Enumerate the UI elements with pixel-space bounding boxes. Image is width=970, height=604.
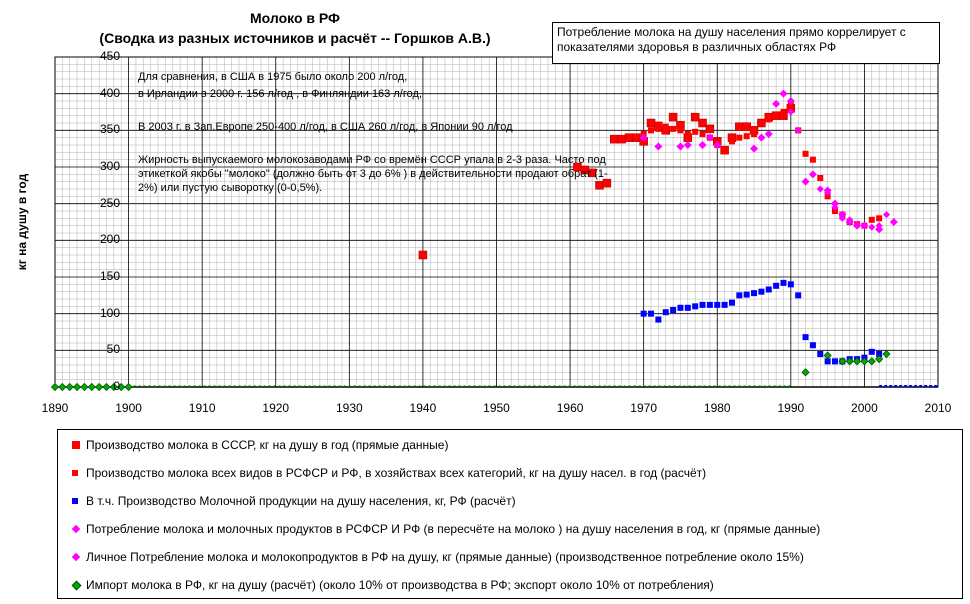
- marker-rsfsr-production: [736, 135, 742, 141]
- legend-label: Потребление молока и молочных продуктов в РСФСР И РФ (в пересчёте на молоко ) на душу населения в год, кг (прямые данные): [86, 522, 821, 536]
- marker-rsfsr-production: [803, 151, 809, 157]
- marker-rsfsr-production: [766, 116, 772, 122]
- legend-item-import: [86, 578, 714, 592]
- marker-ussr-production: [669, 113, 677, 121]
- marker-dairy-production: [685, 305, 691, 311]
- marker-dairy-production: [736, 292, 742, 298]
- marker-dairy-production: [641, 311, 647, 317]
- marker-rsfsr-production: [729, 138, 735, 144]
- marker-ussr-production: [618, 135, 626, 143]
- annotation-comparison-2: в Ирландии в 2000 г. 156 л/год , в Финляндии 163 л/год,: [138, 88, 422, 100]
- x-tick-label: 1990: [777, 401, 805, 415]
- marker-ussr-production: [691, 113, 699, 121]
- marker-dairy-production: [707, 302, 713, 308]
- marker-dairy-production: [670, 307, 676, 313]
- y-tick-label: 250: [99, 195, 120, 210]
- marker-rsfsr-production: [773, 113, 779, 119]
- marker-rsfsr-production: [751, 131, 757, 137]
- marker-dairy-production: [648, 311, 654, 317]
- marker-rsfsr-production: [780, 109, 786, 115]
- marker-dairy-production: [780, 280, 786, 286]
- marker-ussr-production: [743, 123, 751, 131]
- x-tick-label: 1970: [630, 401, 657, 415]
- marker-ussr-production: [735, 123, 743, 131]
- legend-item-personal-consumption: [86, 550, 804, 564]
- marker-dairy-production: [692, 303, 698, 309]
- marker-rsfsr-production: [677, 127, 683, 133]
- legend-label: Производство молока в СССР, кг на душу в год (прямые данные): [86, 438, 449, 452]
- marker-rsfsr-production: [744, 133, 750, 139]
- annotation-comparison-3: В 2003 г. в Зап.Европе 250-400 л/год, в США 260 л/год, в Японии 90 л/год: [138, 121, 513, 133]
- marker-rsfsr-production: [670, 126, 676, 132]
- y-tick-label: 300: [99, 159, 120, 173]
- marker-ussr-production: [610, 135, 618, 143]
- y-tick-label: 400: [99, 85, 120, 100]
- marker-ussr-production: [625, 134, 633, 142]
- marker-dairy-production: [744, 292, 750, 298]
- legend-item-rsfsr-production: [86, 466, 706, 480]
- marker-dairy-production: [773, 283, 779, 289]
- note-box: Потребление молока на душу населения прямо коррелирует с показателями здоровья в различных областях РФ: [552, 22, 940, 64]
- legend-marker: [72, 470, 78, 476]
- chart-subtitle: (Сводка из разных источников и расчёт -- Горшков А.В.): [99, 30, 491, 46]
- marker-ussr-production: [632, 134, 640, 142]
- marker-dairy-production: [758, 289, 764, 295]
- marker-rsfsr-production: [663, 124, 669, 130]
- y-tick-label: 50: [106, 342, 120, 357]
- marker-rsfsr-production: [810, 157, 816, 163]
- marker-rsfsr-production: [722, 147, 728, 153]
- marker-dairy-production: [677, 305, 683, 311]
- legend-label: Производство молока всех видов в РСФСР и РФ, в хозяйствах всех категорий, кг на душу насел. в год (расчёт): [86, 466, 707, 480]
- legend-item-ussr-production: [86, 438, 448, 452]
- marker-ussr-production: [706, 125, 714, 133]
- legend: [57, 429, 963, 599]
- x-tick-label: 1920: [262, 401, 290, 415]
- marker-rsfsr-production: [869, 217, 875, 223]
- legend-marker: [72, 553, 80, 561]
- x-tick-label: 1930: [335, 401, 363, 415]
- y-tick-label: 150: [99, 269, 120, 283]
- x-tick-label: 1960: [556, 401, 584, 415]
- y-tick-label: 450: [99, 49, 120, 63]
- x-tick-label: 1940: [409, 401, 437, 415]
- marker-dairy-production: [795, 292, 801, 298]
- marker-dairy-production: [722, 302, 728, 308]
- marker-rsfsr-production: [876, 215, 882, 221]
- marker-ussr-production: [647, 119, 655, 127]
- marker-dairy-production: [729, 300, 735, 306]
- marker-dairy-production: [832, 358, 838, 364]
- marker-dairy-production: [766, 286, 772, 292]
- legend-label: Личное Потребление молока и молокопродуктов в РФ на душу, кг (прямые данные) (производственное потребление около 15%): [86, 550, 804, 564]
- x-tick-label: 1910: [188, 401, 216, 415]
- x-tick-label: 1900: [115, 401, 142, 415]
- marker-rsfsr-production: [655, 126, 661, 132]
- marker-dairy-production: [700, 302, 706, 308]
- y-tick-label: 200: [99, 232, 120, 247]
- legend-marker: [72, 525, 80, 533]
- marker-ussr-production: [419, 251, 427, 259]
- marker-dairy-production: [788, 281, 794, 287]
- x-tick-label: 2000: [851, 401, 878, 415]
- legend-marker: [72, 441, 80, 449]
- marker-dairy-production: [869, 349, 875, 355]
- x-tick-label: 2010: [924, 401, 952, 415]
- y-axis-label: кг на душу в год: [15, 173, 29, 271]
- marker-rsfsr-production: [817, 175, 823, 181]
- y-tick-label: 0: [113, 379, 120, 393]
- marker-rsfsr-production: [692, 129, 698, 135]
- marker-dairy-production: [810, 342, 816, 348]
- legend-marker: [72, 498, 78, 504]
- x-tick-label: 1890: [41, 401, 69, 415]
- marker-rsfsr-production: [685, 131, 691, 137]
- marker-rsfsr-production: [758, 120, 764, 126]
- annotation-comparison-1: Для сравнения, в США в 1975 было около 200 л/год,: [138, 71, 408, 83]
- marker-dairy-production: [655, 317, 661, 323]
- legend-item-consumption: [86, 522, 820, 536]
- marker-ussr-production: [699, 119, 707, 127]
- marker-dairy-production: [803, 334, 809, 340]
- legend-item-dairy-production: [86, 494, 516, 508]
- legend-label: Импорт молока в РФ, кг на душу (расчёт) (около 10% от производства в РФ; экспорт около 10% от потребления): [86, 578, 714, 592]
- annotation-fat-content: Жирность выпускаемого молокозаводами РФ со времён СССР упала в 2-3 раза. Часто под этикеткой якобы "молоко" (должно быть от 3 до 6% ) в действительности продают обрат (1-2%) или пустую сыворотку (0-0,5%).: [138, 154, 608, 194]
- x-tick-label: 1950: [483, 401, 510, 415]
- marker-rsfsr-production: [700, 131, 706, 137]
- marker-dairy-production: [663, 309, 669, 315]
- marker-dairy-production: [751, 290, 757, 296]
- chart-title: Молоко в РФ: [250, 10, 340, 26]
- marker-dairy-production: [817, 351, 823, 357]
- legend-marker: [72, 581, 82, 591]
- legend-label: В т.ч. Производство Молочной продукции на душу населения, кг, РФ (расчёт): [86, 494, 516, 508]
- marker-dairy-production: [714, 302, 720, 308]
- x-tick-label: 1980: [703, 401, 731, 415]
- y-tick-label: 350: [99, 122, 120, 137]
- y-tick-label: 100: [99, 305, 120, 320]
- marker-rsfsr-production: [648, 127, 654, 133]
